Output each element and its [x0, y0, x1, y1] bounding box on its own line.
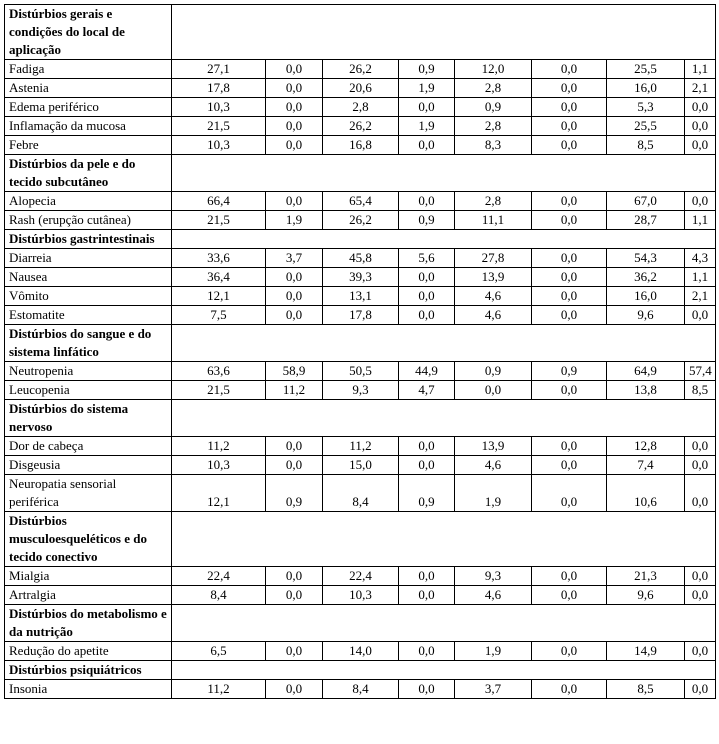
value-cell: 13,9: [455, 437, 532, 456]
row-label: Edema periférico: [5, 98, 172, 117]
value-cell: 0,0: [685, 117, 716, 136]
value-cell: 0,0: [266, 268, 323, 287]
value-cell: 8,4: [172, 586, 266, 605]
value-cell: 0,0: [532, 586, 607, 605]
value-cell: 0,0: [532, 79, 607, 98]
table-row: [5, 192, 716, 211]
value-cell: 0,9: [455, 98, 532, 117]
value-cell: 67,0: [607, 192, 685, 211]
value-cell: 0,0: [685, 306, 716, 325]
value-cell: 14,9: [607, 642, 685, 661]
table-body: [5, 5, 716, 699]
value-cell: 0,0: [399, 192, 455, 211]
value-cell: 0,0: [685, 136, 716, 155]
value-cell: 8,3: [455, 136, 532, 155]
value-cell: 0,0: [532, 306, 607, 325]
value-cell: 21,5: [172, 211, 266, 230]
value-cell: 2,8: [455, 192, 532, 211]
value-cell: 0,0: [532, 136, 607, 155]
value-cell: 0,0: [266, 437, 323, 456]
value-cell: 8,4: [323, 475, 399, 512]
table-row: [5, 680, 716, 699]
category-row: [5, 605, 716, 642]
value-cell: 2,1: [685, 287, 716, 306]
adverse-events-table: [4, 4, 716, 699]
value-cell: 9,6: [607, 306, 685, 325]
value-cell: 0,0: [532, 249, 607, 268]
value-cell: 0,0: [685, 680, 716, 699]
value-cell: 10,3: [172, 98, 266, 117]
table-row: [5, 437, 716, 456]
value-cell: 16,8: [323, 136, 399, 155]
value-cell: 50,5: [323, 362, 399, 381]
value-cell: 0,0: [266, 192, 323, 211]
row-label: Diarreia: [5, 249, 172, 268]
value-cell: 66,4: [172, 192, 266, 211]
row-label: Inflamação da mucosa: [5, 117, 172, 136]
category-row: [5, 5, 716, 60]
category-blank-cell: [172, 230, 716, 249]
value-cell: 4,6: [455, 306, 532, 325]
value-cell: 17,8: [323, 306, 399, 325]
table-row: [5, 211, 716, 230]
table-row: [5, 287, 716, 306]
value-cell: 15,0: [323, 456, 399, 475]
value-cell: 8,4: [323, 680, 399, 699]
value-cell: 16,0: [607, 287, 685, 306]
value-cell: 39,3: [323, 268, 399, 287]
value-cell: 1,1: [685, 211, 716, 230]
value-cell: 1,9: [455, 475, 532, 512]
value-cell: 0,0: [532, 268, 607, 287]
value-cell: 0,0: [685, 437, 716, 456]
value-cell: 0,0: [532, 211, 607, 230]
value-cell: 1,9: [455, 642, 532, 661]
value-cell: 0,0: [532, 287, 607, 306]
value-cell: 0,0: [399, 456, 455, 475]
value-cell: 0,0: [532, 475, 607, 512]
value-cell: 0,0: [685, 567, 716, 586]
value-cell: 8,5: [607, 136, 685, 155]
value-cell: 0,0: [266, 60, 323, 79]
value-cell: 0,0: [532, 642, 607, 661]
category-row: [5, 155, 716, 192]
value-cell: 0,0: [399, 136, 455, 155]
value-cell: 7,5: [172, 306, 266, 325]
value-cell: 0,0: [266, 136, 323, 155]
value-cell: 0,9: [399, 475, 455, 512]
value-cell: 0,0: [266, 98, 323, 117]
value-cell: 0,0: [685, 475, 716, 512]
value-cell: 5,3: [607, 98, 685, 117]
value-cell: 0,0: [399, 586, 455, 605]
value-cell: 0,0: [532, 60, 607, 79]
row-label: Nausea: [5, 268, 172, 287]
value-cell: 3,7: [455, 680, 532, 699]
value-cell: 10,3: [172, 456, 266, 475]
value-cell: 0,0: [532, 437, 607, 456]
value-cell: 11,2: [266, 381, 323, 400]
value-cell: 0,0: [685, 586, 716, 605]
value-cell: 6,5: [172, 642, 266, 661]
table-row: [5, 381, 716, 400]
value-cell: 0,0: [266, 642, 323, 661]
value-cell: 65,4: [323, 192, 399, 211]
category-heading: Distúrbios gastrintestinais: [5, 230, 172, 249]
value-cell: 1,9: [399, 117, 455, 136]
row-label: Dor de cabeça: [5, 437, 172, 456]
table-row: [5, 117, 716, 136]
value-cell: 13,8: [607, 381, 685, 400]
category-heading: Distúrbios da pele e do tecido subcutâneo: [5, 155, 172, 192]
value-cell: 5,6: [399, 249, 455, 268]
value-cell: 33,6: [172, 249, 266, 268]
value-cell: 4,3: [685, 249, 716, 268]
value-cell: 44,9: [399, 362, 455, 381]
value-cell: 0,0: [399, 98, 455, 117]
value-cell: 0,0: [399, 268, 455, 287]
value-cell: 0,0: [266, 680, 323, 699]
row-label: Rash (erupção cutânea): [5, 211, 172, 230]
value-cell: 9,6: [607, 586, 685, 605]
value-cell: 0,9: [455, 362, 532, 381]
table-row: [5, 268, 716, 287]
row-label: Redução do apetite: [5, 642, 172, 661]
value-cell: 0,0: [266, 456, 323, 475]
value-cell: 64,9: [607, 362, 685, 381]
category-blank-cell: [172, 661, 716, 680]
row-label: Alopecia: [5, 192, 172, 211]
value-cell: 0,0: [399, 680, 455, 699]
value-cell: 1,9: [266, 211, 323, 230]
table-row: [5, 586, 716, 605]
value-cell: 63,6: [172, 362, 266, 381]
value-cell: 36,2: [607, 268, 685, 287]
value-cell: 21,3: [607, 567, 685, 586]
value-cell: 0,0: [685, 642, 716, 661]
value-cell: 0,0: [685, 98, 716, 117]
value-cell: 0,0: [532, 192, 607, 211]
value-cell: 0,9: [399, 211, 455, 230]
row-label: Estomatite: [5, 306, 172, 325]
value-cell: 14,0: [323, 642, 399, 661]
table-row: [5, 475, 716, 512]
value-cell: 0,0: [266, 79, 323, 98]
value-cell: 1,1: [685, 268, 716, 287]
table-row: [5, 249, 716, 268]
category-row: [5, 512, 716, 567]
value-cell: 11,1: [455, 211, 532, 230]
value-cell: 0,0: [399, 642, 455, 661]
value-cell: 0,0: [532, 117, 607, 136]
value-cell: 1,1: [685, 60, 716, 79]
category-heading: Distúrbios do metabolismo e da nutrição: [5, 605, 172, 642]
value-cell: 58,9: [266, 362, 323, 381]
value-cell: 0,0: [266, 306, 323, 325]
value-cell: 22,4: [323, 567, 399, 586]
value-cell: 2,1: [685, 79, 716, 98]
value-cell: 0,0: [455, 381, 532, 400]
value-cell: 1,9: [399, 79, 455, 98]
category-heading: Distúrbios do sistema nervoso: [5, 400, 172, 437]
row-label: Vômito: [5, 287, 172, 306]
value-cell: 16,0: [607, 79, 685, 98]
category-heading: Distúrbios do sangue e do sistema linfático: [5, 325, 172, 362]
value-cell: 4,7: [399, 381, 455, 400]
category-row: [5, 230, 716, 249]
value-cell: 0,9: [532, 362, 607, 381]
value-cell: 0,0: [266, 287, 323, 306]
category-heading: Distúrbios musculoesqueléticos e do tecido conectivo: [5, 512, 172, 567]
value-cell: 0,0: [399, 287, 455, 306]
value-cell: 12,1: [172, 287, 266, 306]
value-cell: 57,4: [685, 362, 716, 381]
value-cell: 12,1: [172, 475, 266, 512]
category-heading: Distúrbios psiquiátricos: [5, 661, 172, 680]
value-cell: 2,8: [455, 117, 532, 136]
value-cell: 9,3: [323, 381, 399, 400]
value-cell: 0,0: [685, 456, 716, 475]
value-cell: 11,2: [172, 437, 266, 456]
category-blank-cell: [172, 605, 716, 642]
table-row: [5, 79, 716, 98]
value-cell: 12,0: [455, 60, 532, 79]
category-row: [5, 400, 716, 437]
value-cell: 54,3: [607, 249, 685, 268]
row-label: Mialgia: [5, 567, 172, 586]
value-cell: 45,8: [323, 249, 399, 268]
value-cell: 0,0: [399, 306, 455, 325]
value-cell: 11,2: [323, 437, 399, 456]
value-cell: 17,8: [172, 79, 266, 98]
row-label: Leucopenia: [5, 381, 172, 400]
category-blank-cell: [172, 512, 716, 567]
table-row: [5, 60, 716, 79]
row-label: Febre: [5, 136, 172, 155]
value-cell: 10,3: [172, 136, 266, 155]
category-blank-cell: [172, 400, 716, 437]
value-cell: 0,0: [532, 381, 607, 400]
row-label: Artralgia: [5, 586, 172, 605]
value-cell: 9,3: [455, 567, 532, 586]
value-cell: 0,0: [532, 456, 607, 475]
category-row: [5, 661, 716, 680]
row-label: Insonia: [5, 680, 172, 699]
value-cell: 13,9: [455, 268, 532, 287]
value-cell: 0,0: [532, 680, 607, 699]
category-blank-cell: [172, 5, 716, 60]
value-cell: 4,6: [455, 456, 532, 475]
table-row: [5, 136, 716, 155]
value-cell: 13,1: [323, 287, 399, 306]
table-row: [5, 98, 716, 117]
value-cell: 22,4: [172, 567, 266, 586]
value-cell: 0,0: [532, 567, 607, 586]
row-label: Fadiga: [5, 60, 172, 79]
value-cell: 0,0: [266, 567, 323, 586]
category-heading: Distúrbios gerais e condições do local de aplicação: [5, 5, 172, 60]
value-cell: 36,4: [172, 268, 266, 287]
value-cell: 21,5: [172, 117, 266, 136]
value-cell: 11,2: [172, 680, 266, 699]
value-cell: 0,0: [266, 117, 323, 136]
value-cell: 2,8: [455, 79, 532, 98]
table-row: [5, 306, 716, 325]
value-cell: 26,2: [323, 60, 399, 79]
table-row: [5, 362, 716, 381]
value-cell: 25,5: [607, 117, 685, 136]
category-blank-cell: [172, 325, 716, 362]
value-cell: 25,5: [607, 60, 685, 79]
value-cell: 28,7: [607, 211, 685, 230]
value-cell: 8,5: [607, 680, 685, 699]
value-cell: 20,6: [323, 79, 399, 98]
row-label: Neutropenia: [5, 362, 172, 381]
value-cell: 0,0: [266, 586, 323, 605]
value-cell: 26,2: [323, 117, 399, 136]
table-row: [5, 567, 716, 586]
value-cell: 2,8: [323, 98, 399, 117]
value-cell: 0,9: [266, 475, 323, 512]
value-cell: 4,6: [455, 287, 532, 306]
value-cell: 27,1: [172, 60, 266, 79]
value-cell: 0,0: [685, 192, 716, 211]
value-cell: 7,4: [607, 456, 685, 475]
value-cell: 26,2: [323, 211, 399, 230]
value-cell: 27,8: [455, 249, 532, 268]
value-cell: 4,6: [455, 586, 532, 605]
value-cell: 0,0: [532, 98, 607, 117]
row-label: Neuropatia sensorial periférica: [5, 475, 172, 512]
row-label: Astenia: [5, 79, 172, 98]
row-label: Disgeusia: [5, 456, 172, 475]
value-cell: 0,0: [399, 437, 455, 456]
value-cell: 21,5: [172, 381, 266, 400]
value-cell: 0,0: [399, 567, 455, 586]
table-row: [5, 642, 716, 661]
value-cell: 0,9: [399, 60, 455, 79]
value-cell: 12,8: [607, 437, 685, 456]
value-cell: 10,3: [323, 586, 399, 605]
value-cell: 3,7: [266, 249, 323, 268]
category-blank-cell: [172, 155, 716, 192]
value-cell: 10,6: [607, 475, 685, 512]
value-cell: 8,5: [685, 381, 716, 400]
table-row: [5, 456, 716, 475]
category-row: [5, 325, 716, 362]
